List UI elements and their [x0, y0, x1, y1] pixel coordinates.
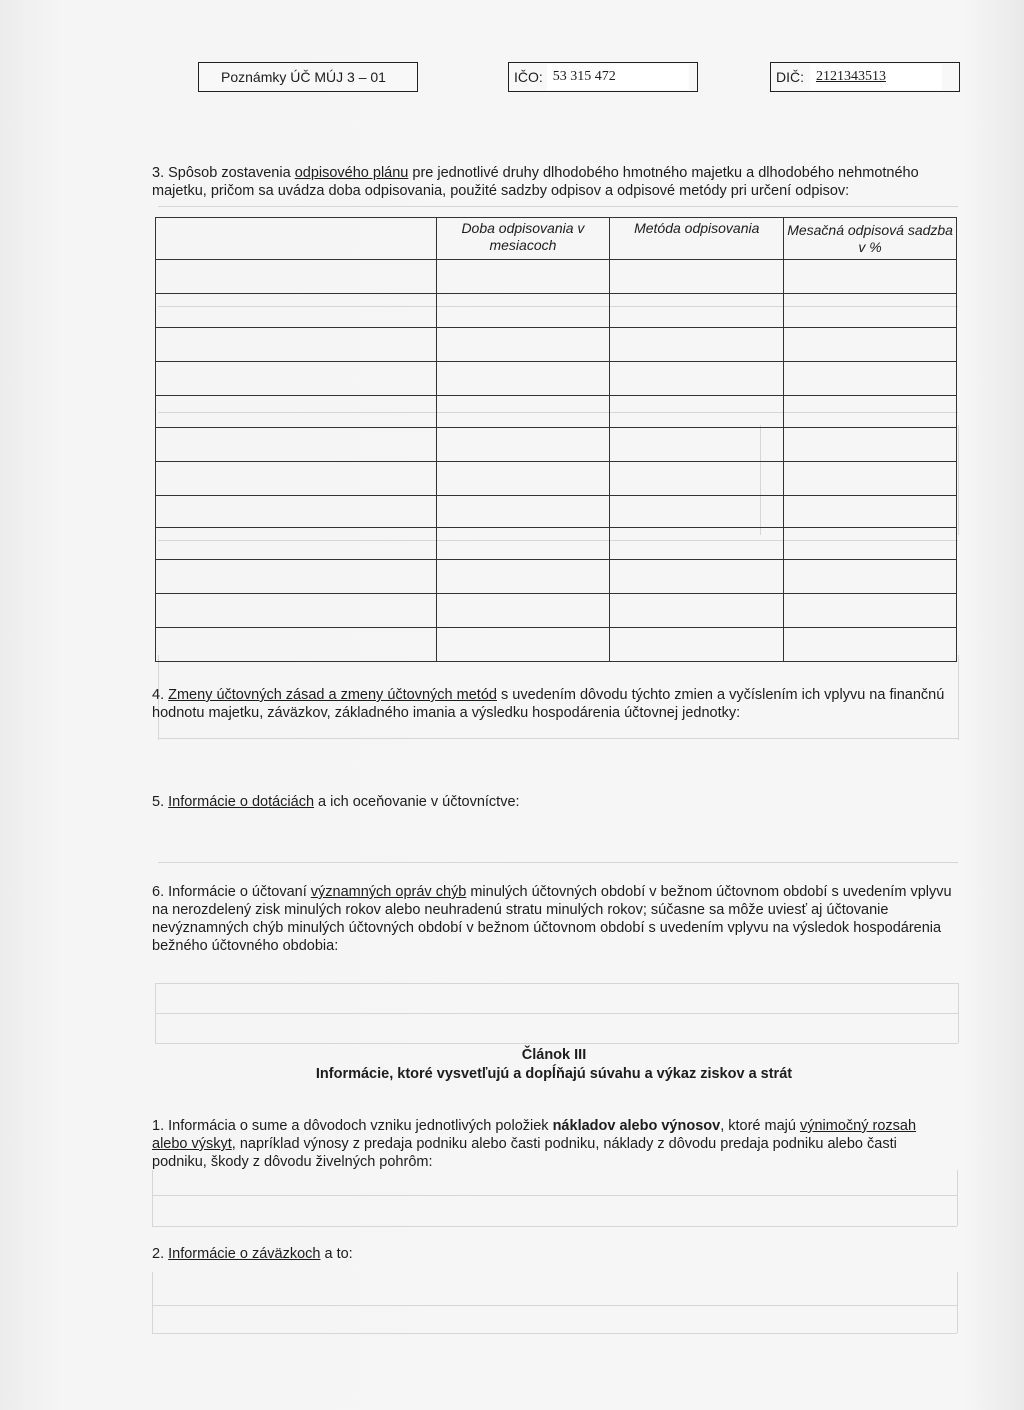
dic-box: [770, 62, 960, 92]
table-cell[interactable]: [784, 396, 957, 428]
section-5-link: Informácie o dotáciách: [168, 794, 315, 810]
section-6-text: [152, 883, 952, 955]
table-cell[interactable]: [436, 560, 610, 594]
table-cell[interactable]: [610, 260, 784, 294]
table-cell[interactable]: [436, 496, 610, 528]
ico-value[interactable]: 53 315 472: [547, 64, 689, 90]
section-4-link: Zmeny účtovných zásad a zmeny účtovných metód: [168, 687, 497, 703]
table-cell[interactable]: [436, 528, 610, 560]
table-row: [156, 428, 957, 462]
section-3-text: [152, 164, 964, 200]
section-3-prefix: 3. Spôsob zostavenia: [152, 165, 295, 181]
dic-label: DIČ:: [776, 69, 804, 85]
table-cell[interactable]: [436, 328, 610, 362]
table-cell[interactable]: [610, 628, 784, 662]
item-2-link: Informácie o záväzkoch: [168, 1246, 321, 1262]
section-4-prefix: 4.: [152, 687, 169, 703]
section-3-rest: pre jednotlivé druhy dlhodobého hmotného majetku a dlhodobého nehmotného majetku, pričom sa uvádza doba odpisovania, použité sadzby odpisov a odpisové metódy pri určení odpisov:: [152, 165, 919, 199]
table-cell[interactable]: [156, 396, 437, 428]
item-1-prefix: 1. Informácia o sume a dôvodoch vzniku jednotlivých položiek: [152, 1118, 553, 1134]
table-cell[interactable]: [436, 594, 610, 628]
bleed-through-line: [957, 1170, 958, 1226]
table-cell[interactable]: [156, 560, 437, 594]
bleed-through-line: [958, 425, 959, 535]
item-1-mid: , ktoré majú: [720, 1118, 800, 1134]
bleed-through-line: [158, 862, 958, 863]
table-cell[interactable]: [784, 260, 957, 294]
table-row: [156, 362, 957, 396]
ico-label: IČO:: [514, 69, 543, 85]
table-cell[interactable]: [156, 528, 437, 560]
section-5-prefix: 5.: [152, 794, 169, 810]
table-row: [156, 396, 957, 428]
section-6-prefix: 6. Informácie o účtovaní: [152, 884, 311, 900]
section-4-rest: s uvedením dôvodu týchto zmien a vyčíslením ich vplyvu na finančnú hodnotu majetku, záväzkov, základného imania a výsledku hospodárenia účtovnej jednotky:: [152, 687, 945, 721]
bleed-through-line: [152, 1195, 957, 1196]
dic-value[interactable]: 2121343513: [810, 64, 942, 90]
table-row: [156, 462, 957, 496]
table-cell[interactable]: [156, 496, 437, 528]
table-cell[interactable]: [784, 594, 957, 628]
bleed-through-line: [152, 1170, 153, 1226]
item-2-text: [152, 1245, 962, 1263]
table-cell[interactable]: [436, 396, 610, 428]
table-cell[interactable]: [610, 328, 784, 362]
table-cell[interactable]: [436, 260, 610, 294]
table-cell[interactable]: [436, 462, 610, 496]
table-cell[interactable]: [784, 528, 957, 560]
bleed-through-line: [152, 1272, 153, 1333]
table-cell[interactable]: [610, 560, 784, 594]
table-cell[interactable]: [610, 362, 784, 396]
header-cell-rate: Mesačná odpisová sadzba v %: [784, 218, 957, 260]
article-3-subtitle: Informácie, ktoré vysvetľujú a dopĺňajú súvahu a výkaz ziskov a strát: [315, 1066, 793, 1082]
table-cell[interactable]: [156, 462, 437, 496]
item-1-text: [152, 1117, 952, 1171]
depreciation-plan-table: [155, 217, 957, 662]
bleed-through-line: [152, 1305, 957, 1306]
table-cell[interactable]: [610, 462, 784, 496]
table-cell[interactable]: [156, 362, 437, 396]
table-cell[interactable]: [784, 462, 957, 496]
table-cell[interactable]: [784, 428, 957, 462]
item-1-link: výnimočný rozsah alebo výskyt: [152, 1118, 917, 1152]
table-cell[interactable]: [610, 496, 784, 528]
bleed-through-line: [158, 738, 958, 739]
table-row: [156, 628, 957, 662]
table-cell[interactable]: [610, 428, 784, 462]
form-label-box: [198, 62, 418, 92]
bleed-through-line: [158, 206, 958, 207]
section-4-text: [152, 686, 962, 722]
item-1-bold: nákladov alebo výnosov: [552, 1118, 721, 1134]
table-cell[interactable]: [784, 560, 957, 594]
header-cell-method: Metóda odpisovania: [610, 218, 784, 260]
table-row: [156, 260, 957, 294]
table-cell[interactable]: [784, 362, 957, 396]
table-cell[interactable]: [156, 294, 437, 328]
section-5-text: [152, 793, 962, 811]
bleed-through-line: [958, 983, 959, 1043]
bleed-through-line: [155, 983, 156, 1043]
table-cell[interactable]: [610, 396, 784, 428]
table-row: [156, 594, 957, 628]
table-cell[interactable]: [610, 594, 784, 628]
header-cell-type: [156, 218, 437, 260]
bleed-through-line: [155, 1043, 958, 1044]
article-3-title: Článok III: [521, 1047, 587, 1063]
section-6-link: významných opráv chýb: [310, 884, 467, 900]
section-5-rest: a ich oceňovanie v účtovníctve:: [314, 794, 520, 810]
table-cell[interactable]: [156, 328, 437, 362]
item-2-prefix: 2.: [152, 1246, 169, 1262]
table-cell[interactable]: [610, 294, 784, 328]
bleed-through-line: [155, 983, 958, 984]
item-1-rest: , napríklad výnosy z predaja podniku alebo časti podniku, náklady z dôvodu predaja podniku alebo časti podniku, škody z dôvodu živelných pohrôm:: [152, 1136, 897, 1170]
table-row: [156, 528, 957, 560]
article-3-heading: [152, 1046, 956, 1084]
table-cell[interactable]: [784, 328, 957, 362]
table-cell[interactable]: [436, 628, 610, 662]
depreciation-table-body: [156, 260, 957, 662]
table-row: [156, 560, 957, 594]
table-header-row: [156, 218, 957, 260]
table-cell[interactable]: [784, 294, 957, 328]
table-cell[interactable]: [784, 628, 957, 662]
bleed-through-line: [957, 1272, 958, 1333]
table-row: [156, 328, 957, 362]
table-row: [156, 294, 957, 328]
table-cell[interactable]: [610, 528, 784, 560]
table-row: [156, 496, 957, 528]
bleed-through-line: [152, 1226, 957, 1227]
table-cell[interactable]: [156, 628, 437, 662]
table-cell[interactable]: [156, 428, 437, 462]
header-cell-period: Doba odpisovania v mesiacoch: [436, 218, 610, 260]
section-6-rest: minulých účtovných období v bežnom účtovnom období s uvedením vplyvu na nerozdelený zisk minulých rokov alebo neuhradenú stratu minulých rokov; súčasne sa môže uviesť aj účtovanie nevýznamných chýb minulých účtovných období v bežnom účtovnom období s uvedením vplyvu na výsledok hospodárenia bežného účtovného obdobia:: [152, 884, 952, 954]
table-cell[interactable]: [436, 294, 610, 328]
table-cell[interactable]: [156, 260, 437, 294]
bleed-through-line: [155, 1013, 958, 1014]
section-3-link: odpisového plánu: [294, 165, 409, 181]
table-cell[interactable]: [436, 428, 610, 462]
form-label: Poznámky ÚČ MÚJ 3 – 01: [221, 69, 386, 85]
bleed-through-line: [152, 1333, 957, 1334]
ico-box: [508, 62, 698, 92]
table-cell[interactable]: [156, 594, 437, 628]
table-cell[interactable]: [784, 496, 957, 528]
table-cell[interactable]: [436, 362, 610, 396]
item-2-rest: a to:: [320, 1246, 353, 1262]
